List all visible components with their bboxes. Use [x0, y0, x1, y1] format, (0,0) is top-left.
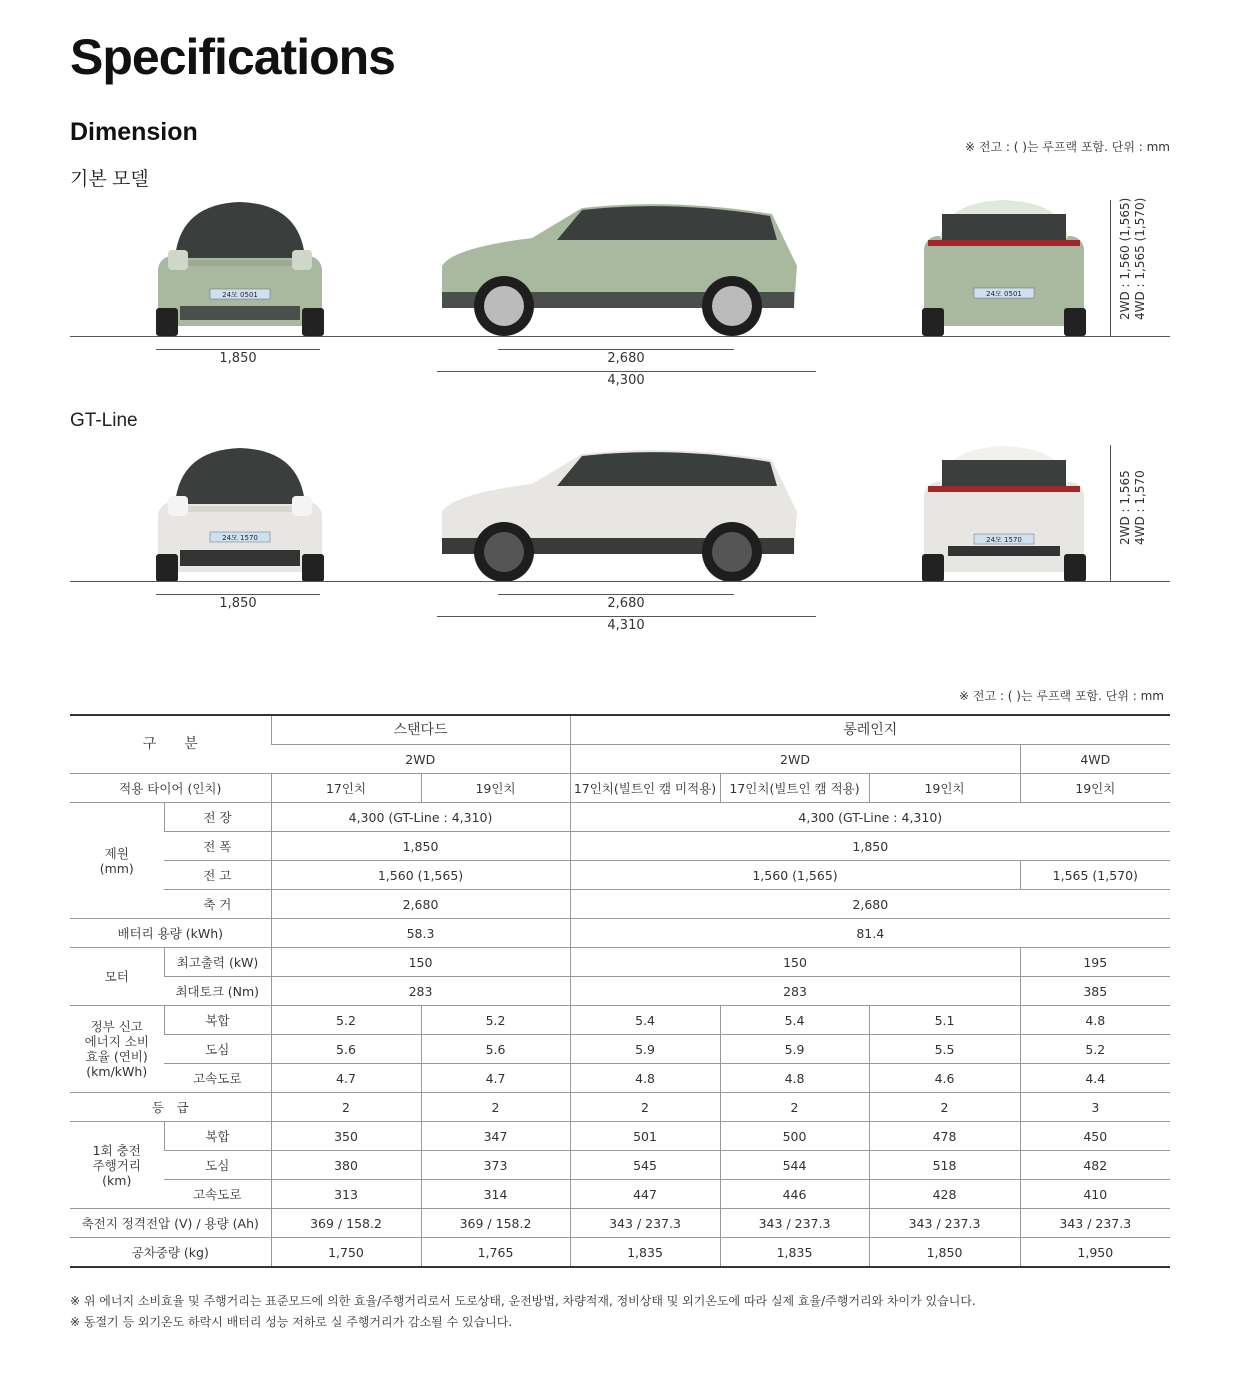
- cell: 5.6: [421, 1035, 570, 1064]
- cell: 380: [271, 1151, 421, 1180]
- footnote: ※ 위 에너지 소비효율 및 주행거리는 표준모드에 의한 효율/주행거리로서 도로상태, 운전방법, 차량적재, 정비상태 및 외기온도에 따라 실제 효율/주행거리와 차이가 있습니다.: [70, 1294, 976, 1308]
- height-2wd-label: 2WD : 1,565: [1118, 470, 1132, 545]
- cell: 2: [271, 1093, 421, 1122]
- cell: 446: [720, 1180, 869, 1209]
- cell: 4.8: [720, 1064, 869, 1093]
- row-label: 복합: [164, 1006, 271, 1035]
- cell: 1,850: [869, 1238, 1020, 1268]
- table-row: [70, 1151, 1170, 1180]
- header-lr-2wd: 2WD: [570, 745, 1020, 774]
- cell: 343 / 237.3: [570, 1209, 720, 1238]
- table-row: [70, 1093, 1170, 1122]
- row-group-label: 모터: [70, 948, 164, 1006]
- row-label: 도심: [164, 1035, 271, 1064]
- cell: 5.9: [720, 1035, 869, 1064]
- cell: 343 / 237.3: [869, 1209, 1020, 1238]
- cell: 1,835: [570, 1238, 720, 1268]
- front-view-car-image: [150, 442, 330, 584]
- table-row: [70, 1035, 1170, 1064]
- cell: 2,680: [570, 890, 1170, 919]
- header-std-2wd: 2WD: [271, 745, 570, 774]
- side-view-car-image: [432, 442, 802, 584]
- table-row: [70, 832, 1170, 861]
- cell: 5.6: [271, 1035, 421, 1064]
- row-label: 복합: [164, 1122, 271, 1151]
- row-label: 전 장: [164, 803, 271, 832]
- wheelbase-label: 2,680: [607, 596, 645, 611]
- cell: 447: [570, 1180, 720, 1209]
- row-label: 고속도로: [164, 1064, 271, 1093]
- table-row: [70, 1064, 1170, 1093]
- cell: 283: [570, 977, 1020, 1006]
- rear-plate: 24모 1570: [986, 536, 1022, 544]
- row-label: 전 고: [164, 861, 271, 890]
- row-label: 도심: [164, 1151, 271, 1180]
- cell: 5.5: [869, 1035, 1020, 1064]
- cell: 4.4: [1020, 1064, 1170, 1093]
- cell: 4.7: [421, 1064, 570, 1093]
- cell: 518: [869, 1151, 1020, 1180]
- cell: 150: [271, 948, 570, 977]
- rear-plate: 24모 0501: [986, 290, 1022, 298]
- table-row: [70, 803, 1170, 832]
- rear-view-car-image: [918, 442, 1090, 584]
- header-long-range: 롱레인지: [570, 715, 1170, 745]
- table-row: [70, 1122, 1170, 1151]
- cell: 5.2: [421, 1006, 570, 1035]
- front-width-label: 1,850: [219, 596, 257, 611]
- wheelbase-label: 2,680: [607, 351, 645, 366]
- spec-table: [70, 714, 1170, 1268]
- cell: 482: [1020, 1151, 1170, 1180]
- model-name: 기본 모델: [70, 169, 149, 190]
- rear-view-car-image: [918, 196, 1090, 338]
- width-dim-line: [156, 594, 320, 595]
- cell: 1,560 (1,565): [271, 861, 570, 890]
- cell: 58.3: [271, 919, 570, 948]
- table-row: [70, 861, 1170, 890]
- cell: 385: [1020, 977, 1170, 1006]
- length-dim-line: [437, 371, 816, 372]
- cell: 5.9: [570, 1035, 720, 1064]
- cell: 369 / 158.2: [421, 1209, 570, 1238]
- wheelbase-dim-line: [498, 594, 734, 595]
- width-dim-line: [156, 349, 320, 350]
- row-group-label: 정부 신고 에너지 소비 효율 (연비) (km/kWh): [70, 1006, 164, 1093]
- length-label: 4,310: [607, 618, 645, 633]
- footnote: ※ 동절기 등 외기온도 하락시 배터리 성능 저하로 실 주행거리가 감소될 수 있습니다.: [70, 1315, 513, 1329]
- cell: 19인치: [869, 774, 1020, 803]
- table-row: [70, 890, 1170, 919]
- cell: 5.2: [271, 1006, 421, 1035]
- cell: 343 / 237.3: [720, 1209, 869, 1238]
- table-row: [70, 1180, 1170, 1209]
- wheelbase-dim-line: [498, 349, 734, 350]
- row-label: 적용 타이어 (인치): [70, 774, 271, 803]
- cell: 410: [1020, 1180, 1170, 1209]
- cell: 450: [1020, 1122, 1170, 1151]
- ground-line: [70, 336, 1170, 337]
- cell: 2,680: [271, 890, 570, 919]
- length-label: 4,300: [607, 373, 645, 388]
- cell: 1,765: [421, 1238, 570, 1268]
- table-unit-note: ※ 전고 : ( )는 루프랙 포함. 단위 : mm: [959, 689, 1164, 703]
- cell: 4.7: [271, 1064, 421, 1093]
- cell: 283: [271, 977, 570, 1006]
- row-group-label: 제원 (mm): [70, 803, 164, 919]
- row-label: 등 급: [70, 1093, 271, 1122]
- cell: 81.4: [570, 919, 1170, 948]
- row-label: 공차중량 (kg): [70, 1238, 271, 1268]
- cell: 4.6: [869, 1064, 1020, 1093]
- header-category: 구 분: [70, 715, 271, 774]
- section-title: Dimension: [70, 118, 198, 146]
- table-row: [70, 1238, 1170, 1268]
- front-view-car-image: [150, 196, 330, 338]
- row-label: 고속도로: [164, 1180, 271, 1209]
- cell: 19인치: [421, 774, 570, 803]
- ground-line: [70, 581, 1170, 582]
- row-label: 최대토크 (Nm): [164, 977, 271, 1006]
- unit-note: ※ 전고 : ( )는 루프랙 포함. 단위 : mm: [965, 140, 1170, 154]
- front-plate: 24모 1570: [222, 534, 258, 542]
- table-row: [70, 919, 1170, 948]
- cell: 544: [720, 1151, 869, 1180]
- cell: 2: [720, 1093, 869, 1122]
- cell: 428: [869, 1180, 1020, 1209]
- front-width-label: 1,850: [219, 351, 257, 366]
- row-label: 최고출력 (kW): [164, 948, 271, 977]
- cell: 500: [720, 1122, 869, 1151]
- height-dim-line: [1110, 200, 1111, 336]
- cell: 5.4: [570, 1006, 720, 1035]
- page-title: Specifications: [70, 29, 395, 85]
- cell: 1,565 (1,570): [1020, 861, 1170, 890]
- cell: 3: [1020, 1093, 1170, 1122]
- height-4wd-label: 4WD : 1,565 (1,570): [1133, 197, 1147, 320]
- row-group-label: 1회 충전 주행거리 (km): [70, 1122, 164, 1209]
- cell: 2: [869, 1093, 1020, 1122]
- cell: 1,850: [570, 832, 1170, 861]
- cell: 313: [271, 1180, 421, 1209]
- cell: 2: [421, 1093, 570, 1122]
- cell: 4.8: [1020, 1006, 1170, 1035]
- cell: 545: [570, 1151, 720, 1180]
- cell: 1,835: [720, 1238, 869, 1268]
- model-name: GT-Line: [70, 410, 138, 431]
- cell: 4.8: [570, 1064, 720, 1093]
- cell: 17인치(빌트인 캠 미적용): [570, 774, 720, 803]
- cell: 369 / 158.2: [271, 1209, 421, 1238]
- cell: 350: [271, 1122, 421, 1151]
- table-row: [70, 1006, 1170, 1035]
- row-label: 축 거: [164, 890, 271, 919]
- row-label: 전 폭: [164, 832, 271, 861]
- header-standard: 스탠다드: [271, 715, 570, 745]
- row-label: 축전지 정격전압 (V) / 용량 (Ah): [70, 1209, 271, 1238]
- cell: 17인치(빌트인 캠 적용): [720, 774, 869, 803]
- cell: 17인치: [271, 774, 421, 803]
- cell: 4,300 (GT-Line : 4,310): [570, 803, 1170, 832]
- length-dim-line: [437, 616, 816, 617]
- cell: 347: [421, 1122, 570, 1151]
- cell: 5.1: [869, 1006, 1020, 1035]
- height-2wd-label: 2WD : 1,560 (1,565): [1118, 197, 1132, 320]
- cell: 5.4: [720, 1006, 869, 1035]
- cell: 195: [1020, 948, 1170, 977]
- header-lr-4wd: 4WD: [1020, 745, 1170, 774]
- cell: 4,300 (GT-Line : 4,310): [271, 803, 570, 832]
- cell: 19인치: [1020, 774, 1170, 803]
- table-header-row: [70, 715, 1170, 745]
- row-label: 배터리 용량 (kWh): [70, 919, 271, 948]
- cell: 5.2: [1020, 1035, 1170, 1064]
- cell: 501: [570, 1122, 720, 1151]
- side-view-car-image: [432, 196, 802, 338]
- table-row: [70, 977, 1170, 1006]
- cell: 314: [421, 1180, 570, 1209]
- height-4wd-label: 4WD : 1,570: [1133, 470, 1147, 545]
- cell: 1,850: [271, 832, 570, 861]
- cell: 1,560 (1,565): [570, 861, 1020, 890]
- cell: 1,950: [1020, 1238, 1170, 1268]
- front-plate: 24모 0501: [222, 291, 258, 299]
- table-row: [70, 774, 1170, 803]
- cell: 478: [869, 1122, 1020, 1151]
- table-row: [70, 948, 1170, 977]
- cell: 150: [570, 948, 1020, 977]
- cell: 1,750: [271, 1238, 421, 1268]
- table-row: [70, 1209, 1170, 1238]
- cell: 2: [570, 1093, 720, 1122]
- height-dim-line: [1110, 445, 1111, 581]
- cell: 373: [421, 1151, 570, 1180]
- cell: 343 / 237.3: [1020, 1209, 1170, 1238]
